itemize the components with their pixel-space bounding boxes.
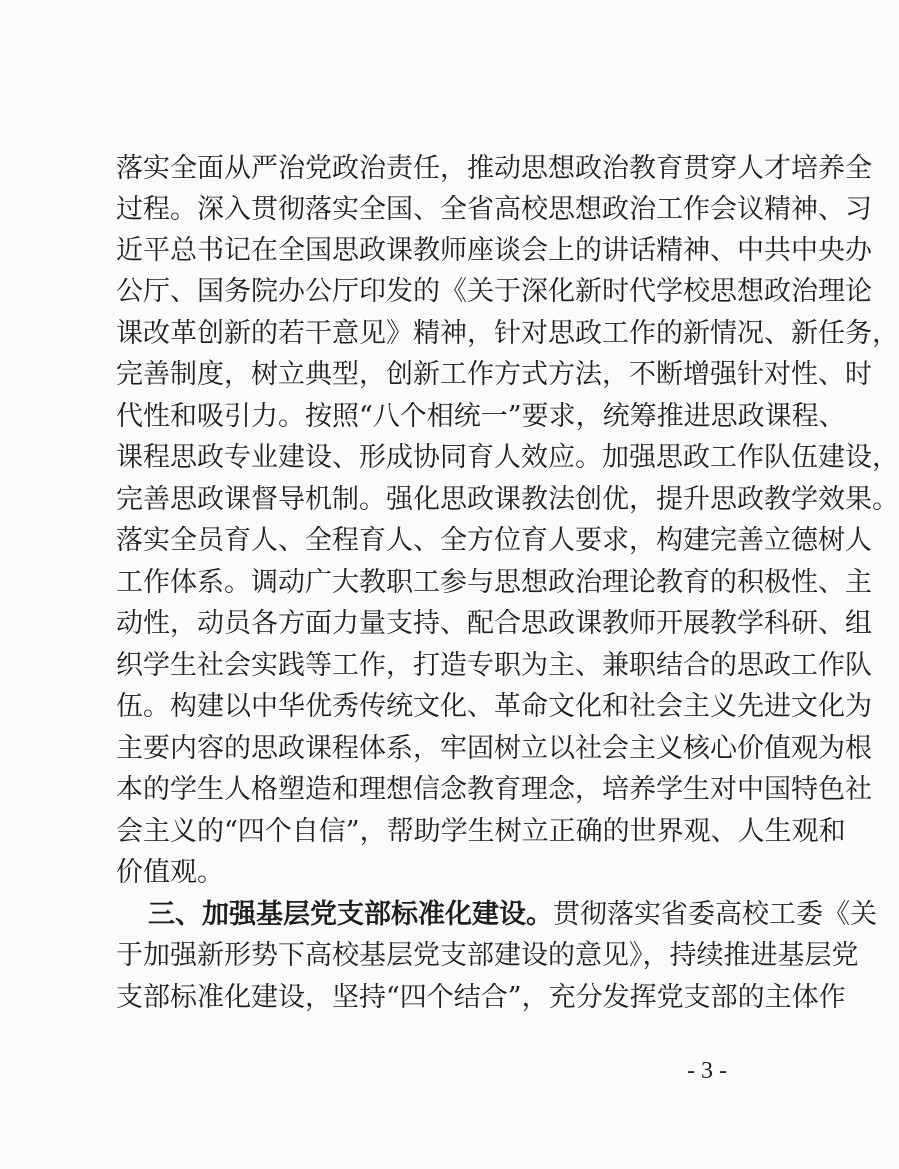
body-line-8: 课程思政专业建设、形成协同育人效应。加强思政工作队伍建设， [116, 442, 899, 473]
body-line-11: 工作体系。调动广大教职工参与思想政治理论教育的积极性、主 [116, 567, 872, 598]
body-line-14: 伍。构建以中华优秀传统文化、革命文化和社会主义先进文化为 [116, 691, 872, 722]
section-three-first-line-rest: 贯彻落实省委高校工委《关 [553, 899, 877, 930]
section-three-line-2: 于加强新形势下高校基层党支部建设的意见》，持续推进基层党 [116, 940, 859, 971]
body-line-3: 近平总书记在全国思政课教师座谈会上的讲话精神、中共中央办 [116, 235, 872, 266]
body-line-10: 落实全员育人、全程育人、全方位育人要求，构建完善立德树人 [116, 525, 872, 556]
body-line-17: 会主义的“四个自信”，帮助学生树立正确的世界观、人生观和 [116, 816, 846, 847]
body-line-13: 织学生社会实践等工作，打造专职为主、兼职结合的思政工作队 [116, 650, 872, 681]
body-line-9: 完善思政课督导机制。强化思政课教法创优，提升思政教学效果。 [116, 484, 899, 515]
body-line-12: 动性，动员各方面力量支持、配合思政课教师开展教学科研、组 [116, 608, 872, 639]
body-line-4: 公厅、国务院办公厅印发的《关于深化新时代学校思想政治理论 [116, 276, 872, 307]
body-line-18: 价值观。 [116, 857, 224, 888]
page-number: - 3 - [687, 1058, 727, 1084]
section-three-first-line [148, 896, 877, 934]
body-line-7: 代性和吸引力。按照“八个相统一”要求，统筹推进思政课程、 [116, 401, 846, 432]
body-line-6: 完善制度，树立典型，创新工作方式方法，不断增强针对性、时 [116, 359, 872, 390]
section-three-line-3: 支部标准化建设，坚持“四个结合”，充分发挥党支部的主体作 [116, 982, 846, 1013]
body-line-5: 课改革创新的若干意见》精神，针对思政工作的新情况、新任务， [116, 318, 899, 349]
section-three-heading: 三、加强基层党支部标准化建设。 [148, 899, 553, 930]
body-line-2: 过程。深入贯彻落实全国、全省高校思想政治工作会议精神、习 [116, 194, 872, 225]
body-line-1: 落实全面从严治党政治责任，推动思想政治教育贯穿人才培养全 [116, 153, 872, 184]
body-line-15: 主要内容的思政课程体系，牢固树立以社会主义核心价值观为根 [116, 733, 872, 764]
body-line-16: 本的学生人格塑造和理想信念教育理念，培养学生对中国特色社 [116, 774, 872, 805]
